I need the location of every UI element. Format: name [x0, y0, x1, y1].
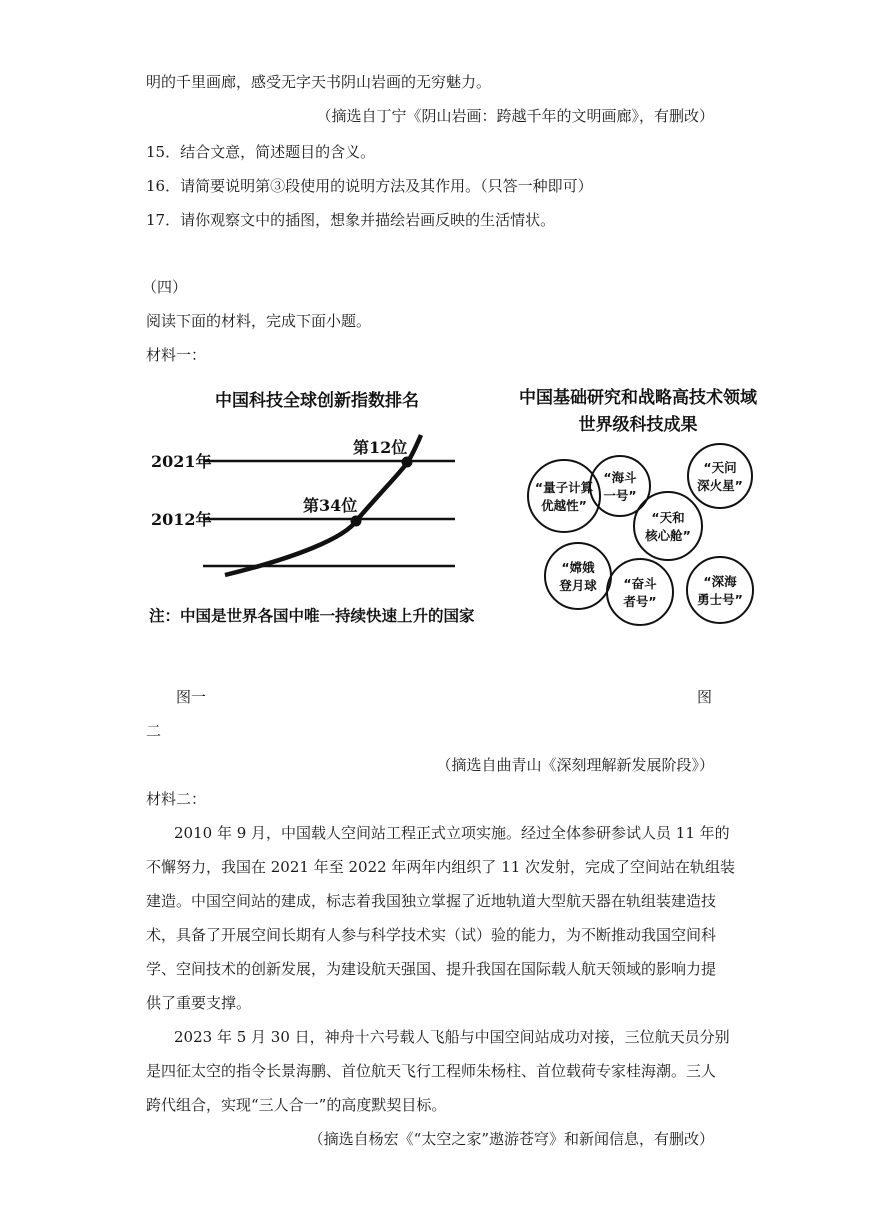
svg-text:一号”: 一号”: [603, 488, 637, 503]
question-15: 15．结合文意，简述题目的含义。: [146, 143, 376, 161]
text-line: 明的千里画廊，感受无字天书阴山岩画的无穷魅力。: [146, 73, 492, 91]
svg-text:“天和: “天和: [651, 510, 685, 525]
achievement-quantum: [528, 460, 600, 532]
achievement-tianwen: [688, 444, 752, 508]
svg-text:优越性”: 优越性”: [541, 498, 587, 513]
question-16: 16．请简要说明第③段使用的说明方法及其作用。（只答一种即可）: [146, 177, 593, 195]
section-number: （四）: [142, 278, 188, 296]
svg-text:“量子计算: “量子计算: [534, 480, 594, 495]
svg-text:“海斗: “海斗: [603, 470, 637, 485]
paragraph-line: 学、空间技术的创新发展，为建设航天强国、提升我国在国际载人航天领域的影响力提: [146, 960, 717, 978]
achievement-fendouzhe: [607, 559, 673, 625]
paragraph-line: 跨代组合，实现“三人合一”的高度默契目标。: [146, 1096, 447, 1114]
material-1-label: 材料一：: [146, 346, 207, 364]
paragraph-line: 建造。中国空间站的建成，标志着我国独立掌握了近地轨道大型航天器在轨组装建造技: [146, 892, 717, 910]
caption-figure-1: 图一: [176, 688, 207, 706]
achievement-shenhai: [687, 557, 753, 623]
rank-2021: 第12位: [353, 438, 408, 457]
svg-text:勇士号”: 勇士号”: [697, 592, 743, 607]
svg-text:“奋斗: “奋斗: [623, 576, 657, 591]
source-citation: （摘选自杨宏《“太空之家”遨游苍穹》和新闻信息，有删改）: [308, 1130, 714, 1148]
material-2-label: 材料二：: [146, 790, 207, 808]
source-citation: （摘选自丁宁《阴山岩画：跨越千年的文明画廊》，有删改）: [316, 107, 714, 125]
figure-1-innovation-ranking: [145, 378, 475, 638]
source-citation: （摘选自曲青山《深刻理解新发展阶段》）: [436, 756, 714, 774]
figure-1-title: 中国科技全球创新指数排名: [215, 391, 419, 411]
paragraph-line: 术，具备了开展空间长期有人参与科学技术实（试）验的能力，为不断推动我国空间科: [146, 926, 717, 944]
svg-text:“天问: “天问: [703, 460, 737, 475]
question-17: 17．请你观察文中的插图，想象并描绘岩画反映的生活情状。: [146, 211, 556, 229]
svg-text:核心舱”: 核心舱”: [645, 528, 691, 543]
figure-2-achievements: [518, 378, 758, 640]
figure-1-note: 注：中国是世界各国中唯一持续快速上升的国家: [149, 607, 475, 625]
svg-text:“嫦娥: “嫦娥: [561, 560, 595, 575]
caption-figure-2-a: 图: [697, 688, 713, 706]
svg-text:深火星”: 深火星”: [697, 478, 743, 493]
achievement-change: [545, 543, 611, 609]
caption-figure-2-b: 二: [146, 722, 162, 740]
paragraph-line: 不懈努力，我国在 2021 年至 2022 年两年内组织了 11 次发射，完成了空间站在轨组装: [146, 858, 736, 876]
paragraph-line: 2010 年 9 月，中国载人空间站工程正式立项实施。经过全体参研参试人员 11 年的: [174, 824, 730, 842]
figure-2-title-2: 世界级科技成果: [578, 415, 698, 435]
achievement-tianhe: [634, 492, 702, 560]
instruction: 阅读下面的材料，完成下面小题。: [146, 312, 372, 330]
svg-text:“深海: “深海: [703, 574, 737, 589]
paragraph-line: 2023 年 5 月 30 日，神舟十六号载人飞船与中国空间站成功对接，三位航天员分别: [174, 1028, 730, 1046]
point-2012: [351, 516, 362, 527]
paragraph-line: 是四征太空的指令长景海鹏、首位航天飞行工程师朱杨柱、首位载荷专家桂海潮。三人: [146, 1062, 717, 1080]
paragraph-line: 供了重要支撑。: [146, 994, 252, 1012]
label-2021: 2021年: [151, 452, 212, 471]
figure-2-title-1: 中国基础研究和战略高技术领域: [519, 388, 757, 408]
svg-text:者号”: 者号”: [623, 594, 657, 609]
svg-text:登月球: 登月球: [559, 578, 597, 593]
rank-2012: 第34位: [303, 496, 358, 515]
label-2012: 2012年: [151, 510, 212, 529]
point-2021: [402, 457, 413, 468]
